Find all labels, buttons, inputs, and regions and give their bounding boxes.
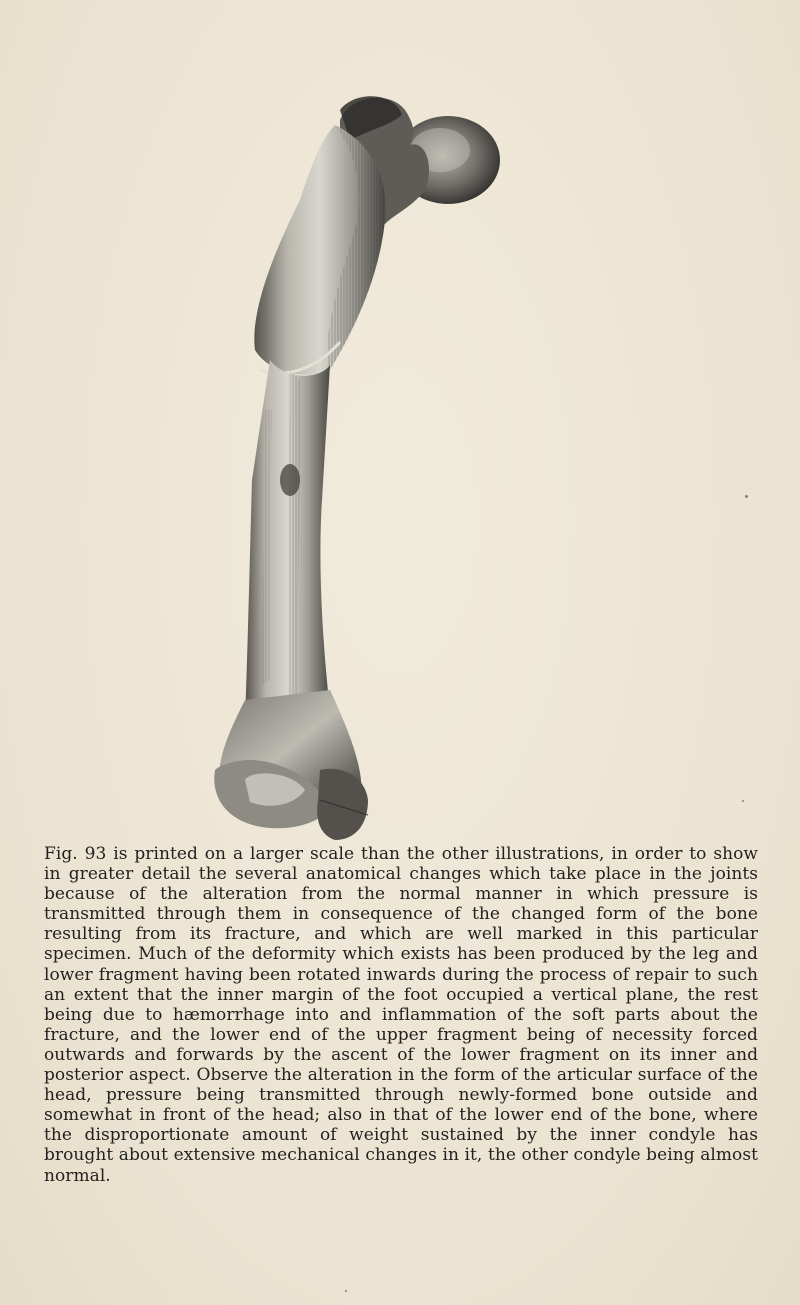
femoral-shaft: [245, 360, 330, 720]
paper-speck: [745, 495, 748, 498]
femur-illustration: [190, 80, 520, 850]
paper-speck: [345, 1290, 347, 1292]
figure-caption: [44, 844, 758, 1186]
femur-figure: [190, 80, 520, 850]
caption-paragraph: [44, 844, 758, 1186]
paper-speck: [742, 800, 744, 802]
caption-text: is printed on a larger scale than the other illustrations, in order to show in greater detail the several anatomical changes which take place in the joints because of the alteration from the normal manner in which pressure is transmitted through them in consequence of the changed form of the bone resulting from its fracture, and which are well marked in this particular specimen. Much of the deformity which exists has been produced by the leg and lower fragment having been rotated inwards during the process of repair to such an extent that the inner margin of the foot occupied a vertical plane, the rest being due to hæmorrhage into and inflammation of the soft parts about the fracture, and the lower end of the upper fragment being of necessity forced outwards and forwards by the ascent of the lower fragment on its inner and posterior aspect. Observe the alteration in the form of the articular surface of the head, pressure being transmitted through newly-formed bone outside and somewhat in front of the head; also in that of the lower end of the bone, where the disproportionate amount of weight sustained by the inner condyle has brought about extensive mechanical changes in it, the other condyle being almost normal.: [44, 844, 759, 1186]
figure-label: Fig. 93: [44, 844, 107, 864]
